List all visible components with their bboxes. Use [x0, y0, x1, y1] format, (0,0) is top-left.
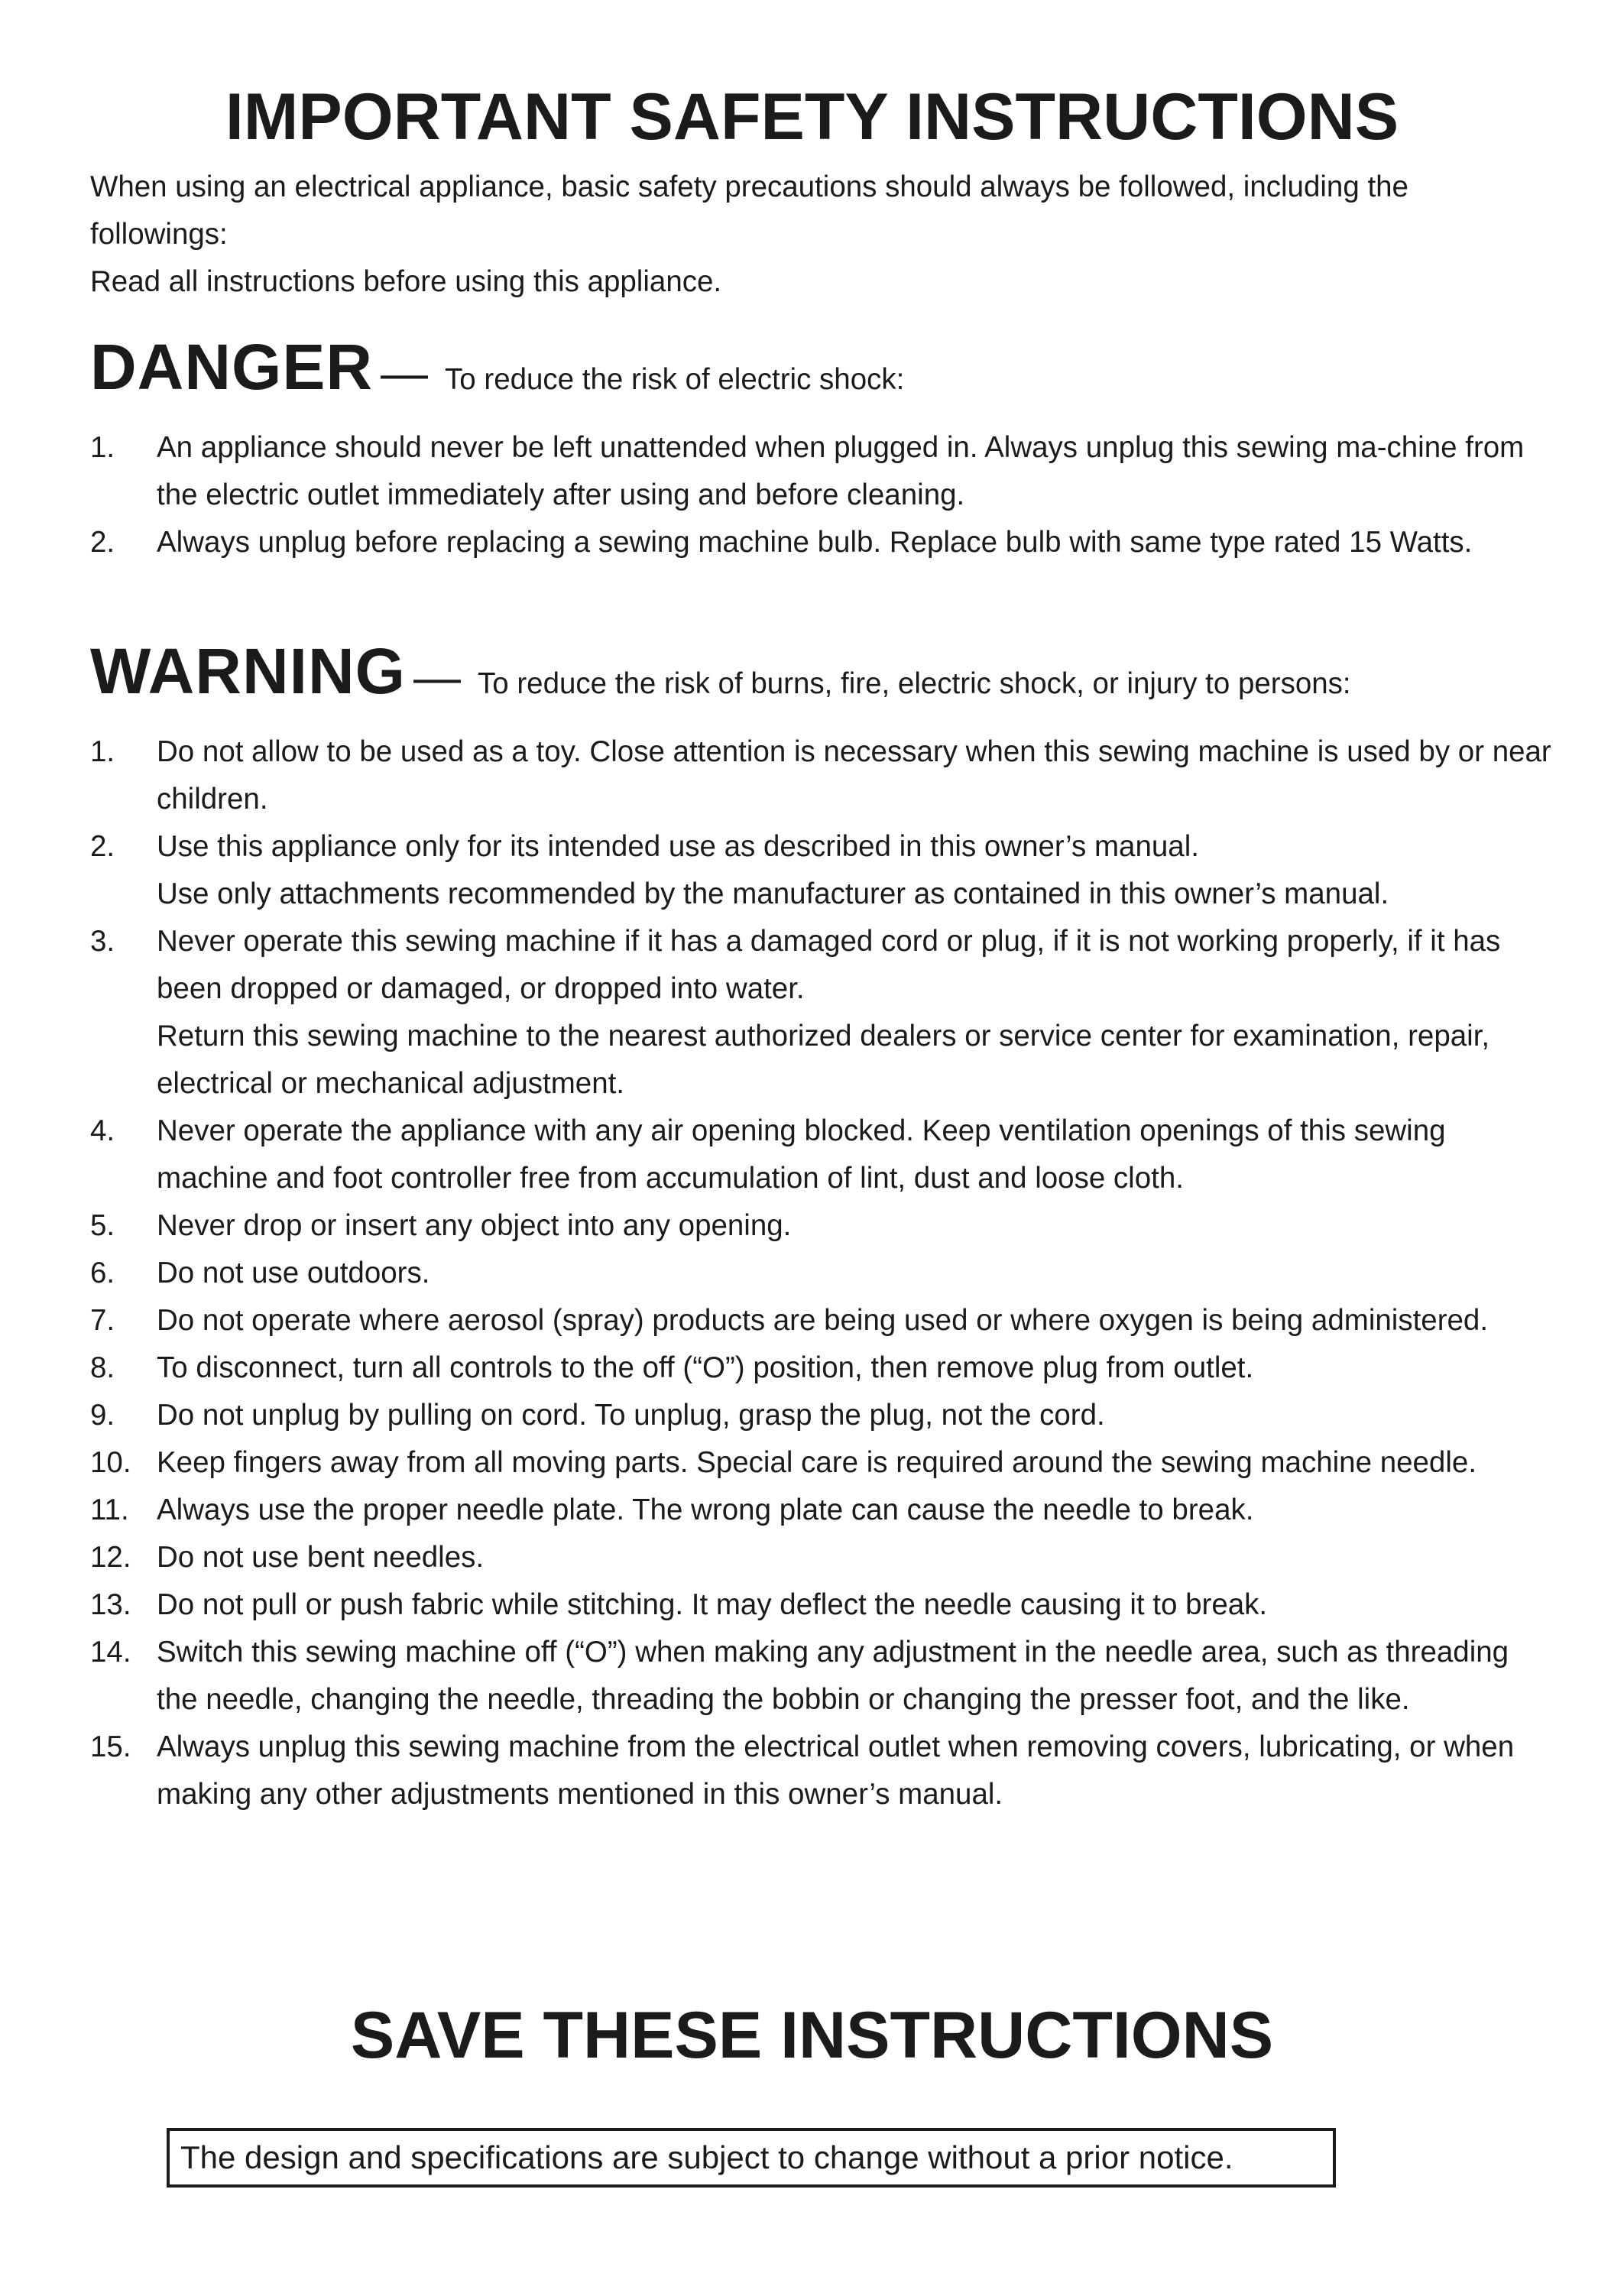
list-item [90, 1534, 1558, 1581]
list-item-text: Always unplug this sewing machine from the electrical outlet when removing covers, lubricating, or when making any other adjustments mentioned in this owner’s manual. [157, 1730, 1515, 1811]
list-item-number: 3. [90, 925, 115, 958]
intro-paragraph: Read all instructions before using this appliance. [90, 265, 722, 298]
list-item-text: An appliance should never be left unattended when plugged in. Always unplug this sewing ma-chine from the electric outlet immediately after using and before cleaning. [157, 431, 1525, 511]
list-item-number: 11. [90, 1494, 129, 1526]
page-title: IMPORTANT SAFETY INSTRUCTIONS [225, 80, 1399, 154]
list-item-number: 10. [90, 1446, 131, 1479]
list-item-text: Keep fingers away from all moving parts. Special care is required around the sewing machine needle. [157, 1446, 1477, 1479]
list-item-text-continued: Return this sewing machine to the nearest authorized dealers or service center for examination, repair, electrical or mechanical adjustment. [157, 1020, 1490, 1100]
list-item-text: Do not unplug by pulling on cord. To unplug, grasp the plug, not the cord. [157, 1399, 1105, 1432]
list-item-text: To disconnect, turn all controls to the off (“O”) position, then remove plug from outlet. [157, 1351, 1254, 1384]
list-item [90, 918, 1558, 1108]
danger-heading-word: DANGER [90, 331, 374, 403]
list-item [90, 1108, 1558, 1202]
list-item-text: Never operate the appliance with any air opening blocked. Keep ventilation openings of this sewing machine and foot controller free from accumulation of lint, dust and loose cloth. [157, 1114, 1446, 1195]
notice-box: The design and specifications are subject to change without a prior notice. [167, 2128, 1336, 2188]
warning-heading-note: To reduce the risk of burns, fire, electric shock, or injury to persons: [477, 667, 1351, 700]
list-item-text: Do not use bent needles. [157, 1541, 485, 1574]
list-item [90, 1487, 1558, 1534]
save-instructions-title: SAVE THESE INSTRUCTIONS [350, 1999, 1274, 2072]
list-item [90, 728, 1558, 823]
list-item [90, 1629, 1558, 1724]
warning-heading [90, 634, 1351, 709]
list-item-text: Do not operate where aerosol (spray) products are being used or where oxygen is being administered. [157, 1304, 1489, 1337]
list-item-text: Always use the proper needle plate. The wrong plate can cause the needle to break. [157, 1494, 1254, 1526]
list-item [90, 1724, 1558, 1818]
list-item-number: 4. [90, 1114, 115, 1147]
list-item-text: Always unplug before replacing a sewing machine bulb. Replace bulb with same type rated 15 Watts. [157, 526, 1473, 559]
list-item-text: Use this appliance only for its intended use as described in this owner’s manual. [157, 830, 1199, 863]
list-item [90, 424, 1558, 519]
list-item [90, 1250, 1558, 1297]
intro-paragraph: When using an electrical appliance, basic safety precautions should always be followed, including the followings: [90, 170, 1408, 251]
danger-heading-note: To reduce the risk of electric shock: [445, 363, 905, 396]
warning-heading-dash: — [413, 651, 461, 704]
list-item-text: Do not pull or push fabric while stitching. It may deflect the needle causing it to break. [157, 1588, 1268, 1621]
list-item [90, 1392, 1558, 1439]
list-item [90, 1297, 1558, 1344]
list-item-number: 2. [90, 526, 115, 559]
list-item-number: 7. [90, 1304, 115, 1337]
list-item-number: 13. [90, 1588, 131, 1621]
intro-text [90, 164, 1542, 306]
list-item-text: Never drop or insert any object into any opening. [157, 1209, 792, 1242]
list-item-number: 1. [90, 431, 115, 464]
list-item-number: 8. [90, 1351, 115, 1384]
list-item [90, 519, 1558, 566]
list-item-number: 1. [90, 735, 115, 768]
list-item-number: 12. [90, 1541, 131, 1574]
list-item-text-continued: Use only attachments recommended by the manufacturer as contained in this owner’s manual. [157, 877, 1389, 910]
list-item [90, 1439, 1558, 1487]
list-item-text: Do not use outdoors. [157, 1257, 430, 1289]
list-item-number: 14. [90, 1636, 131, 1669]
list-item-text: Never operate this sewing machine if it has a damaged cord or plug, if it is not working properly, if it has been dropped or damaged, or dropped into water. [157, 925, 1501, 1005]
danger-list [90, 424, 1558, 566]
list-item [90, 1202, 1558, 1250]
list-item [90, 823, 1558, 918]
list-item-number: 9. [90, 1399, 115, 1432]
list-item-number: 2. [90, 830, 115, 863]
list-item [90, 1344, 1558, 1392]
warning-heading-word: WARNING [90, 635, 406, 707]
list-item-number: 5. [90, 1209, 115, 1242]
danger-heading [90, 330, 904, 404]
danger-heading-dash: — [381, 347, 429, 400]
list-item [90, 1581, 1558, 1629]
list-item-number: 15. [90, 1730, 131, 1763]
list-item-text: Do not allow to be used as a toy. Close attention is necessary when this sewing machine is used by or near children. [157, 735, 1551, 816]
list-item-text: Switch this sewing machine off (“O”) when making any adjustment in the needle area, such as threading the needle, changing the needle, threading the bobbin or changing the presser foot, and the like. [157, 1636, 1509, 1716]
warning-list [90, 728, 1558, 1818]
list-item-number: 6. [90, 1257, 115, 1289]
